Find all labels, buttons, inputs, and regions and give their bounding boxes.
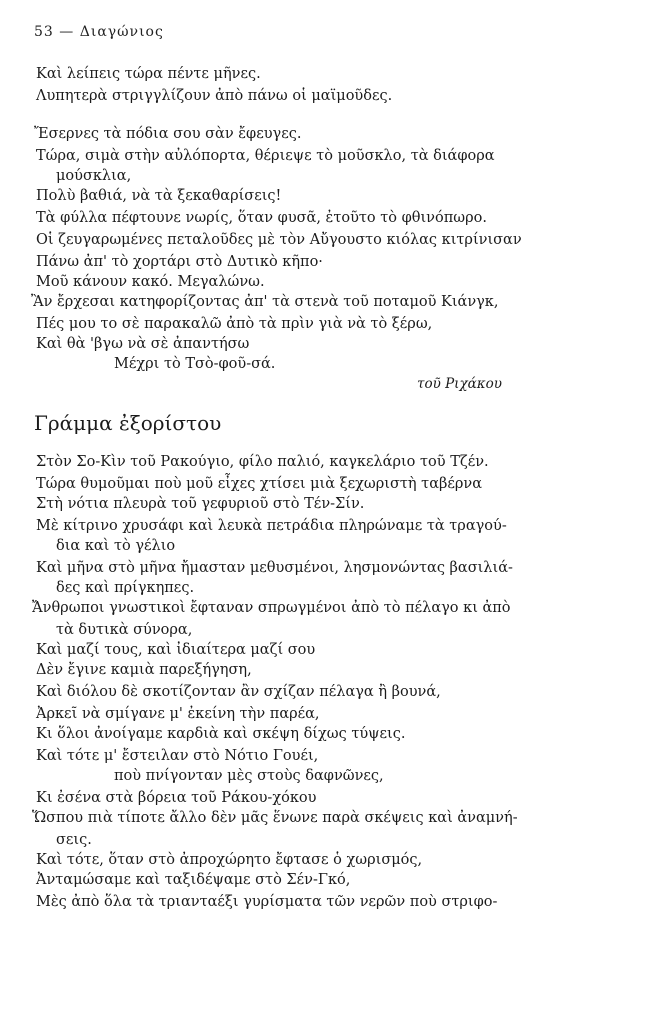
poem-line: Ἂν ἔρχεσαι κατηφορίζοντας ἀπ' τὰ στενὰ τοῦ ποταμοῦ Κιάνγκ, [31,294,499,310]
poem-line: Ἀνταμώσαμε καὶ ταξιδέψαμε στὸ Σέν-Γκό, [36,872,351,888]
poem-line: Ἔσερνες τὰ πόδια σου σὰν ἔφευγες. [34,126,302,142]
poem-line: Κι ὅλοι ἀνοίγαμε καρδιὰ καὶ σκέψη δίχως τύψεις. [36,726,406,742]
poem-line: Στὸν Σο-Κὶν τοῦ Ρακούγιο, φίλο παλιό, καγκελάριο τοῦ Τζέν. [36,454,489,470]
poem-line: Μὲ κίτρινο χρυσάφι καὶ λευκὰ πετράδια πληρώναμε τὰ τραγού- [36,518,507,534]
poem-line: Πολὺ βαθιά, νὰ τὰ ξεκαθαρίσεις! [36,188,282,204]
poem-line: μούσκλια, [56,168,132,184]
poem-line: Μέχρι τὸ Τσὸ-φοῦ-σά. [114,356,276,372]
poem-line: Πάνω ἀπ' τὸ χορτάρι στὸ Δυτικὸ κῆπο· [36,254,323,270]
poem-line: Δὲν ἔγινε καμιὰ παρεξήγηση, [36,662,252,678]
running-header: 53 — Διαγώνιος [34,24,164,40]
poem-author: τοῦ Ριχάκου [417,376,502,392]
poem-line: Καὶ τότε, ὅταν στὸ ἀπροχώρητο ἔφτασε ὁ χωρισμός, [36,852,423,868]
poem-line: Καὶ μαζί τους, καὶ ἰδιαίτερα μαζί σου [36,642,316,658]
poem-line: Οἱ ζευγαρωμένες πεταλοῦδες μὲ τὸν Αὔγουστο κιόλας κιτρίνισαν [36,232,522,248]
poem-line: Τὰ φύλλα πέφτουνε νωρίς, ὅταν φυσᾶ, ἐτοῦτο τὸ φθινόπωρο. [36,210,487,226]
poem-line: Καὶ λείπεις τώρα πέντε μῆνες. [36,66,261,82]
poem-line: Καὶ τότε μ' ἔστειλαν στὸ Νότιο Γουέι, [36,748,319,764]
poem-line: Μὲς ἀπὸ ὅλα τὰ τριανταέξι γυρίσματα τῶν νερῶν ποὺ στριφο- [36,894,498,910]
poem-line: ποὺ πνίγονταν μὲς στοὺς δαφνῶνες, [114,768,384,784]
poem-line: Κι ἐσένα στὰ βόρεια τοῦ Ράκου-χόκου [36,790,317,806]
poem-line: Καὶ μῆνα στὸ μῆνα ἤμασταν μεθυσμένοι, λησμονώντας βασιλιά- [36,560,513,576]
poem-title: Γράμμα ἐξορίστου [34,411,222,435]
poem-line: Στὴ νότια πλευρὰ τοῦ γεφυριοῦ στὸ Τέν-Σίν. [36,496,365,512]
poem-line: Καὶ διόλου δὲ σκοτίζονταν ἂν σχίζαν πέλαγα ἢ βουνά, [36,684,441,700]
poem-line: Ὥσπου πιὰ τίποτε ἄλλο δὲν μᾶς ἕνωνε παρὰ σκέψεις καὶ ἀναμνή- [32,810,518,826]
poem-line: Ἀρκεῖ νὰ σμίγανε μ' ἐκείνη τὴν παρέα, [36,706,320,722]
poem-line: Λυπητερὰ στριγγλίζουν ἀπὸ πάνω οἱ μαϊμοῦδες. [36,88,393,104]
poem-line: Τώρα, σιμὰ στὴν αὐλόπορτα, θέριεψε τὸ μοῦσκλο, τὰ διάφορα [36,148,495,164]
poem-line: σεις. [56,832,92,848]
poem-line: τὰ δυτικὰ σύνορα, [56,622,193,638]
poem-line: Πές μου το σὲ παρακαλῶ ἀπὸ τὰ πρὶν γιὰ νὰ τὸ ξέρω, [36,316,433,332]
poem-line: δες καὶ πρίγκηπες. [56,580,195,596]
poem-line: Μοῦ κάνουν κακό. Μεγαλώνω. [36,274,265,290]
poem-line: δια καὶ τὸ γέλιο [56,538,176,554]
poem-line: Ἄνθρωποι γνωστικοὶ ἔφταναν σπρωγμένοι ἀπὸ τὸ πέλαγο κι ἀπὸ [32,600,511,616]
poem-line: Καὶ θὰ 'βγω νὰ σὲ ἀπαντήσω [36,336,250,352]
poem-line: Τώρα θυμοῦμαι ποὺ μοῦ εἶχες χτίσει μιὰ ξεχωριστὴ ταβέρνα [36,476,483,492]
